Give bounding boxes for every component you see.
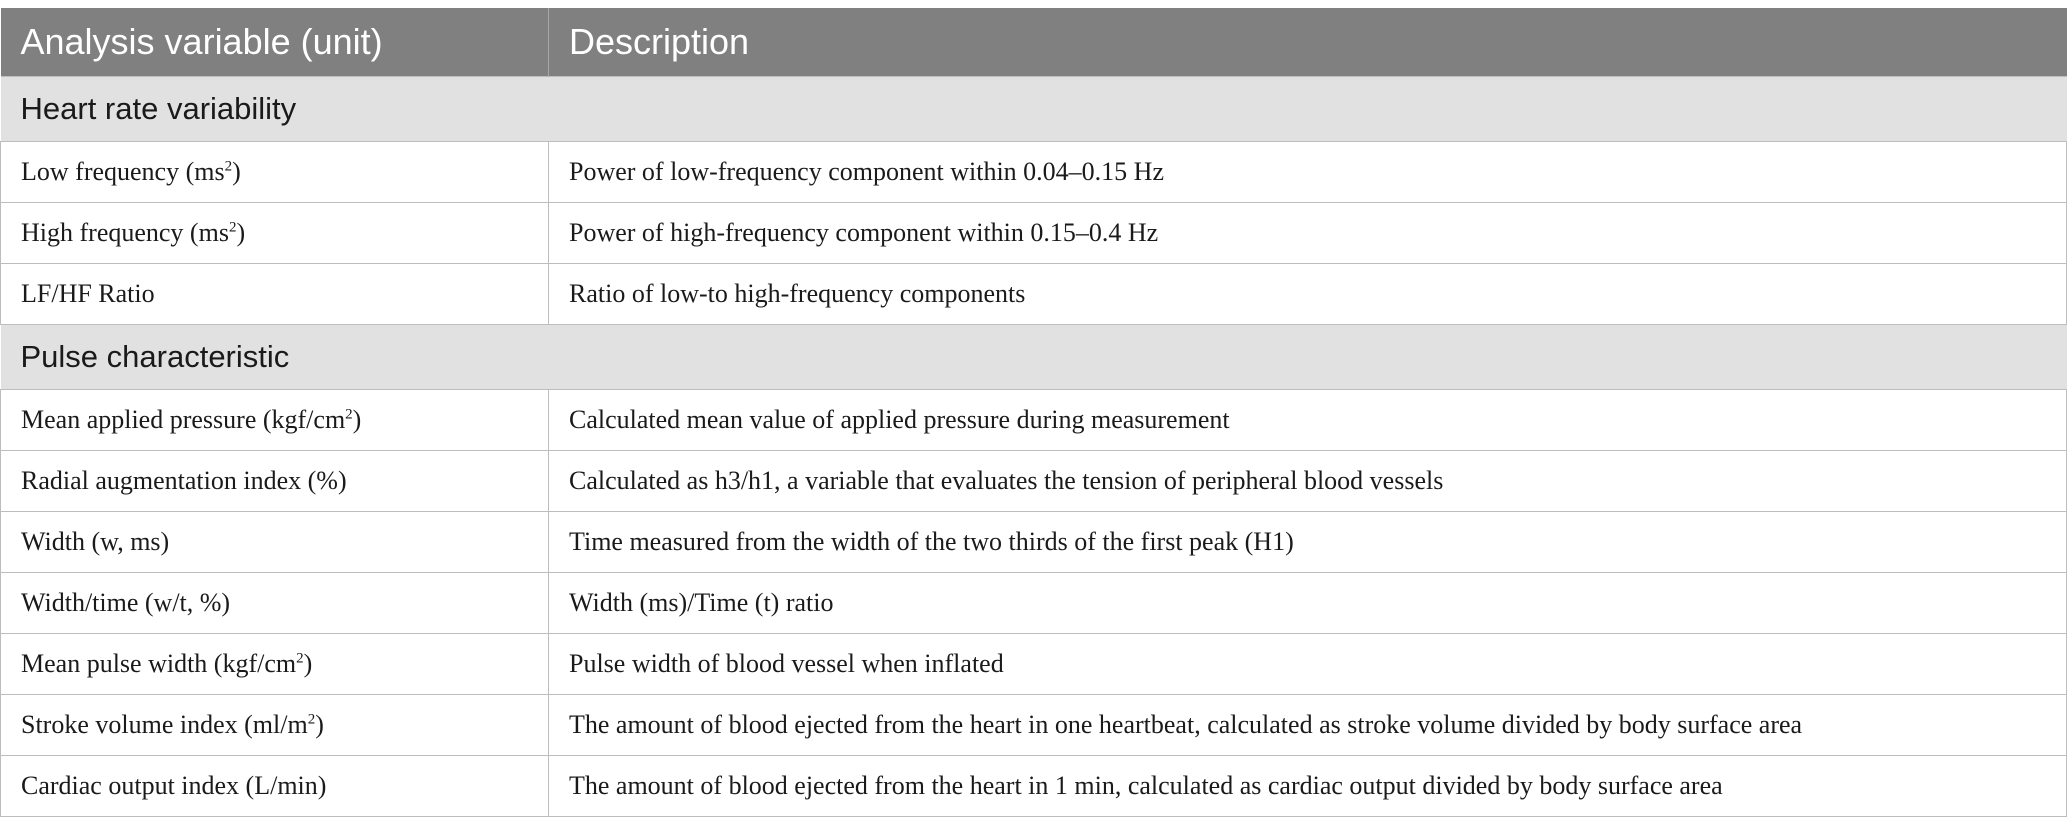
variable-cell: Radial augmentation index (%): [1, 451, 549, 512]
description-cell: Power of high-frequency component within 0.15–0.4 Hz: [549, 203, 2067, 264]
section-pulse-characteristic: [1, 325, 2067, 390]
variable-cell: High frequency $(ms^2)$: [1, 203, 549, 264]
description-cell: Time measured from the width of the two thirds of the first peak (H1): [549, 512, 2067, 573]
description-cell: Power of low-frequency component within 0.04–0.15 Hz: [549, 142, 2067, 203]
table-row: [1, 142, 2067, 203]
description-cell: Width (ms)/Time (t) ratio: [549, 573, 2067, 634]
variable-cell: Mean pulse width $(kgf/cm^2)$: [1, 634, 549, 695]
variable-cell: Cardiac output index (L/min): [1, 756, 549, 817]
description-cell: Calculated as h3/h1, a variable that evaluates the tension of peripheral blood vessels: [549, 451, 2067, 512]
section-title: Pulse characteristic: [1, 325, 2067, 390]
table-row: [1, 512, 2067, 573]
variable-cell: Mean applied pressure $(kgf/cm^2)$: [1, 390, 549, 451]
table-row: [1, 756, 2067, 817]
table-header-row: [1, 8, 2067, 77]
description-cell: The amount of blood ejected from the heart in one heartbeat, calculated as stroke volume divided by body surface area: [549, 695, 2067, 756]
variable-cell: Width/time (w/t, %): [1, 573, 549, 634]
table-row: [1, 573, 2067, 634]
variable-cell: Stroke volume index $(ml/m^2)$: [1, 695, 549, 756]
header-variable: Analysis variable (unit): [1, 8, 549, 77]
variable-cell: Low frequency $(ms^2)$: [1, 142, 549, 203]
description-cell: Ratio of low-to high-frequency components: [549, 264, 2067, 325]
table-row: [1, 390, 2067, 451]
table-row: [1, 695, 2067, 756]
description-cell: The amount of blood ejected from the heart in 1 min, calculated as cardiac output divided by body surface area: [549, 756, 2067, 817]
description-cell: Calculated mean value of applied pressure during measurement: [549, 390, 2067, 451]
table-row: [1, 264, 2067, 325]
analysis-variables-table: [0, 8, 2067, 817]
variable-cell: Width (w, ms): [1, 512, 549, 573]
table-row: [1, 634, 2067, 695]
section-title: Heart rate variability: [1, 77, 2067, 142]
table-row: [1, 203, 2067, 264]
variable-cell: LF/HF Ratio: [1, 264, 549, 325]
header-description: Description: [549, 8, 2067, 77]
table-row: [1, 451, 2067, 512]
section-heart-rate-variability: [1, 77, 2067, 142]
description-cell: Pulse width of blood vessel when inflated: [549, 634, 2067, 695]
